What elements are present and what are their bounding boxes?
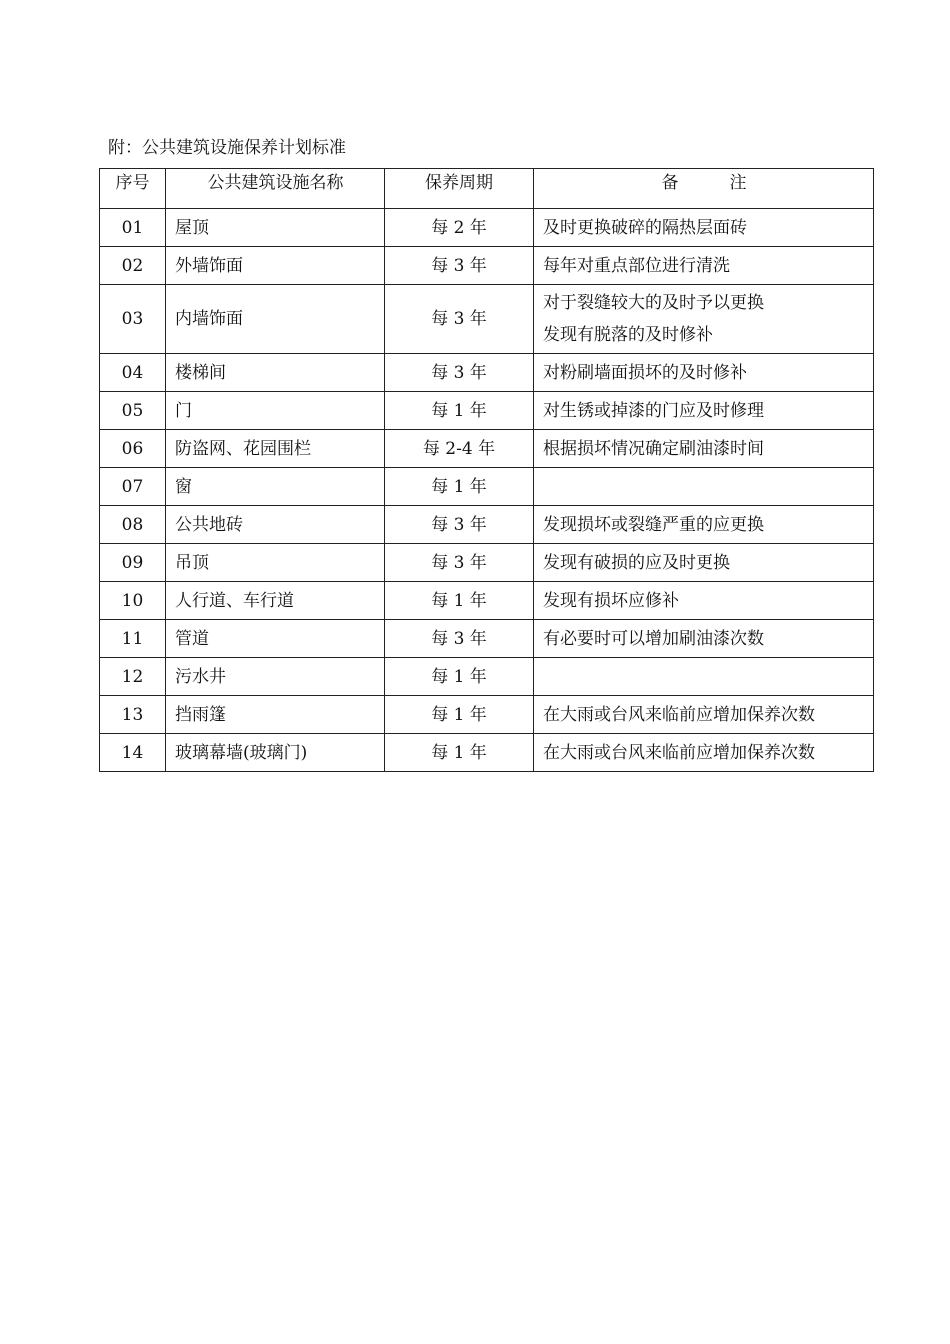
maintenance-plan-table	[99, 168, 874, 772]
row-number: 05	[100, 392, 166, 430]
row-number: 07	[100, 468, 166, 506]
row-number: 10	[100, 582, 166, 620]
remarks-line: 每年对重点部位进行清洗	[543, 255, 730, 276]
table-row	[100, 468, 874, 506]
facility-name: 防盗网、花园围栏	[166, 430, 385, 468]
remarks	[534, 506, 874, 544]
table-row	[100, 544, 874, 582]
row-number: 09	[100, 544, 166, 582]
facility-name: 玻璃幕墙(玻璃门)	[166, 734, 385, 772]
table-row	[100, 247, 874, 285]
facility-name: 外墙饰面	[166, 247, 385, 285]
table-row	[100, 506, 874, 544]
row-number: 02	[100, 247, 166, 285]
remarks-line: 对于裂缝较大的及时予以更换	[543, 293, 764, 313]
remarks-line: 对生锈或掉漆的门应及时修理	[543, 400, 764, 421]
table-row	[100, 696, 874, 734]
remarks-line: 发现有损坏应修补	[543, 590, 679, 611]
remarks	[534, 209, 874, 247]
maintenance-cycle: 每 3 年	[385, 285, 534, 354]
maintenance-cycle: 每 1 年	[385, 468, 534, 506]
header-facility-name: 公共建筑设施名称	[166, 169, 385, 209]
remarks-line: 在大雨或台风来临前应增加保养次数	[543, 704, 815, 725]
facility-name: 吊顶	[166, 544, 385, 582]
header-no: 序号	[100, 169, 166, 209]
row-number: 06	[100, 430, 166, 468]
row-number: 14	[100, 734, 166, 772]
facility-name: 窗	[166, 468, 385, 506]
maintenance-cycle: 每 3 年	[385, 544, 534, 582]
row-number: 11	[100, 620, 166, 658]
maintenance-cycle: 每 1 年	[385, 582, 534, 620]
remarks	[534, 285, 874, 354]
remarks-line: 发现有破损的应及时更换	[543, 552, 730, 573]
facility-name: 屋顶	[166, 209, 385, 247]
table-header-row	[100, 169, 874, 209]
facility-name: 楼梯间	[166, 354, 385, 392]
remarks	[534, 696, 874, 734]
row-number: 13	[100, 696, 166, 734]
facility-name: 内墙饰面	[166, 285, 385, 354]
remarks-line: 有必要时可以增加刷油漆次数	[543, 628, 764, 649]
maintenance-cycle: 每 1 年	[385, 392, 534, 430]
table-body	[100, 209, 874, 772]
remarks-line: 发现损坏或裂缝严重的应更换	[543, 514, 764, 535]
table-row	[100, 658, 874, 696]
row-number: 08	[100, 506, 166, 544]
maintenance-cycle: 每 1 年	[385, 658, 534, 696]
table-row	[100, 354, 874, 392]
row-number: 03	[100, 285, 166, 354]
row-number: 01	[100, 209, 166, 247]
header-maintenance-cycle: 保养周期	[385, 169, 534, 209]
remarks-line: 对粉刷墙面损坏的及时修补	[543, 362, 747, 383]
remarks	[534, 247, 874, 285]
remarks	[534, 734, 874, 772]
maintenance-cycle: 每 1 年	[385, 734, 534, 772]
remarks	[534, 658, 874, 696]
maintenance-cycle: 每 1 年	[385, 696, 534, 734]
row-number: 04	[100, 354, 166, 392]
remarks	[534, 468, 874, 506]
remarks-line: 根据损坏情况确定刷油漆时间	[543, 438, 764, 459]
maintenance-cycle: 每 3 年	[385, 620, 534, 658]
table-row	[100, 285, 874, 354]
facility-name: 挡雨篷	[166, 696, 385, 734]
maintenance-cycle: 每 3 年	[385, 354, 534, 392]
table-row	[100, 392, 874, 430]
maintenance-cycle: 每 3 年	[385, 506, 534, 544]
remarks	[534, 544, 874, 582]
facility-name: 人行道、车行道	[166, 582, 385, 620]
maintenance-cycle: 每 2-4 年	[385, 430, 534, 468]
document-caption: 附：公共建筑设施保养计划标准	[108, 138, 346, 158]
remarks	[534, 430, 874, 468]
remarks-line: 发现有脱落的及时修补	[543, 325, 713, 345]
table-row	[100, 734, 874, 772]
table-row	[100, 620, 874, 658]
table-row	[100, 209, 874, 247]
facility-name: 门	[166, 392, 385, 430]
row-number: 12	[100, 658, 166, 696]
remarks	[534, 582, 874, 620]
facility-name: 公共地砖	[166, 506, 385, 544]
maintenance-cycle: 每 2 年	[385, 209, 534, 247]
table-row	[100, 430, 874, 468]
maintenance-cycle: 每 3 年	[385, 247, 534, 285]
remarks	[534, 354, 874, 392]
remarks	[534, 392, 874, 430]
remarks-line: 在大雨或台风来临前应增加保养次数	[543, 742, 815, 763]
header-remarks: 备 注	[534, 169, 874, 209]
remarks	[534, 620, 874, 658]
remarks-line: 及时更换破碎的隔热层面砖	[543, 217, 747, 238]
facility-name: 污水井	[166, 658, 385, 696]
table-row	[100, 582, 874, 620]
facility-name: 管道	[166, 620, 385, 658]
